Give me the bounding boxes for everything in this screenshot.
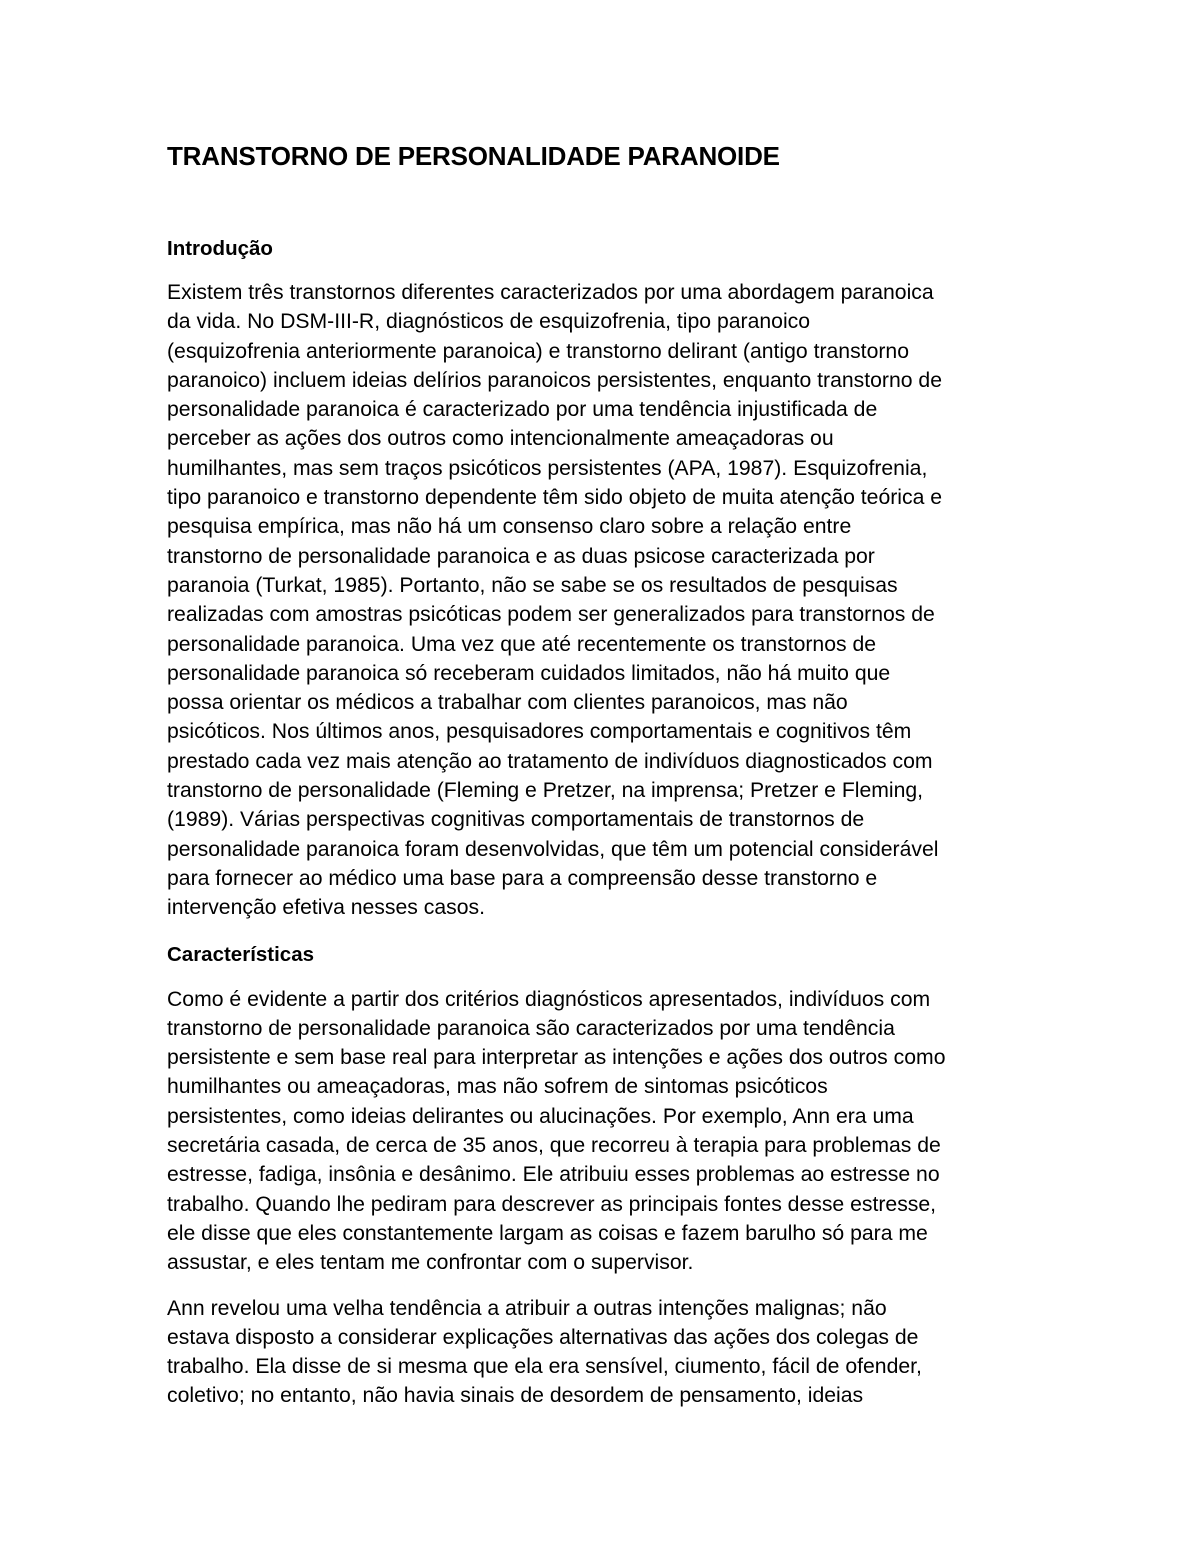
- document-content: [167, 138, 1037, 1411]
- text-line: trabalho. Ela disse de si mesma que ela era sensível, ciumento, fácil de ofender,: [167, 1355, 922, 1379]
- text-line: realizadas com amostras psicóticas podem ser generalizados para transtornos de: [167, 603, 935, 627]
- text-line: prestado cada vez mais atenção ao tratamento de indivíduos diagnosticados com: [167, 749, 933, 773]
- text-line: personalidade paranoica foram desenvolvidas, que têm um potencial considerável: [167, 837, 939, 861]
- text-line: para fornecer ao médico uma base para a compreensão desse transtorno e: [167, 866, 878, 890]
- text-line: da vida. No DSM-III-R, diagnósticos de esquizofrenia, tipo paranoico: [167, 310, 811, 334]
- text-line: paranoia (Turkat, 1985). Portanto, não se sabe se os resultados de pesquisas: [167, 573, 898, 597]
- section-heading-caracteristicas: Características: [167, 942, 315, 966]
- text-line: personalidade paranoica. Uma vez que até recentemente os transtornos de: [167, 632, 877, 656]
- text-line: personalidade paranoica é caracterizado por uma tendência injustificada de: [167, 398, 878, 422]
- paragraph-caracteristicas-1: [167, 985, 1037, 1278]
- section-heading-introducao: Introdução: [167, 237, 273, 260]
- text-line: estresse, fadiga, insônia e desânimo. Ele atribuiu esses problemas ao estresse no: [167, 1163, 940, 1187]
- text-line: tipo paranoico e transtorno dependente têm sido objeto de muita atenção teórica e: [167, 486, 943, 510]
- text-line: (esquizofrenia anteriormente paranoica) e transtorno delirant (antigo transtorno: [167, 339, 909, 363]
- text-line: Como é evidente a partir dos critérios diagnósticos apresentados, indivíduos com: [167, 987, 931, 1011]
- text-line: trabalho. Quando lhe pediram para descrever as principais fontes desse estresse,: [167, 1192, 937, 1216]
- document-title: TRANSTORNO DE PERSONALIDADE PARANOIDE: [167, 141, 780, 171]
- text-line: coletivo; no entanto, não havia sinais de desordem de pensamento, ideias: [167, 1384, 864, 1408]
- text-line: ele disse que eles constantemente largam as coisas e fazem barulho só para me: [167, 1221, 928, 1245]
- text-line: Existem três transtornos diferentes caracterizados por uma abordagem paranoica: [167, 281, 934, 304]
- paragraph-caracteristicas-2: [167, 1294, 1037, 1411]
- paragraph-introducao: [167, 278, 1037, 923]
- text-line: transtorno de personalidade paranoica são caracterizados por uma tendência: [167, 1016, 895, 1040]
- text-line: estava disposto a considerar explicações alternativas das ações dos colegas de: [167, 1325, 919, 1349]
- text-line: assustar, e eles tentam me confrontar com o supervisor.: [167, 1251, 694, 1275]
- text-line: perceber as ações dos outros como intencionalmente ameaçadoras ou: [167, 427, 834, 451]
- text-line: Ann revelou uma velha tendência a atribuir a outras intenções malignas; não: [167, 1296, 887, 1320]
- text-line: psicóticos. Nos últimos anos, pesquisadores comportamentais e cognitivos têm: [167, 720, 912, 744]
- text-line: (1989). Várias perspectivas cognitivas comportamentais de transtornos de: [167, 808, 865, 832]
- text-line: pesquisa empírica, mas não há um consenso claro sobre a relação entre: [167, 515, 852, 539]
- text-line: transtorno de personalidade paranoica e as duas psicose caracterizada por: [167, 544, 875, 568]
- text-line: transtorno de personalidade (Fleming e Pretzer, na imprensa; Pretzer e Fleming,: [167, 779, 924, 803]
- text-line: humilhantes ou ameaçadoras, mas não sofrem de sintomas psicóticos: [167, 1075, 828, 1099]
- text-line: persistentes, como ideias delirantes ou alucinações. Por exemplo, Ann era uma: [167, 1104, 914, 1128]
- text-line: humilhantes, mas sem traços psicóticos persistentes (APA, 1987). Esquizofrenia,: [167, 456, 928, 480]
- text-line: personalidade paranoica só receberam cuidados limitados, não há muito que: [167, 661, 891, 685]
- text-line: persistente e sem base real para interpretar as intenções e ações dos outros como: [167, 1046, 946, 1070]
- text-line: paranoico) incluem ideias delírios paranoicos persistentes, enquanto transtorno de: [167, 368, 942, 392]
- text-line: intervenção efetiva nesses casos.: [167, 896, 485, 920]
- text-line: secretária casada, de cerca de 35 anos, que recorreu à terapia para problemas de: [167, 1134, 941, 1158]
- text-line: possa orientar os médicos a trabalhar com clientes paranoicos, mas não: [167, 691, 848, 715]
